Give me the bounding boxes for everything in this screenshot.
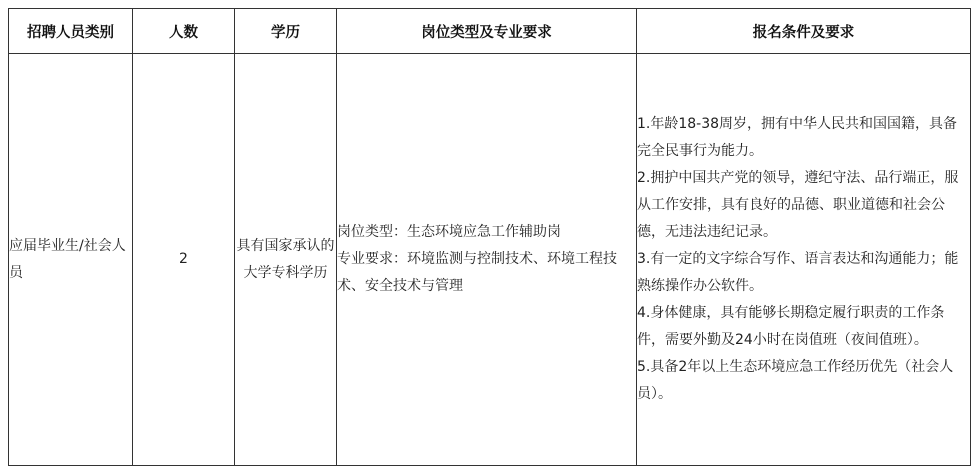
cell-category: 应届毕业生/社会人员 xyxy=(9,54,133,466)
condition-item: 3.有一定的文字综合写作、语言表达和沟通能力；能熟练操作办公软件。 xyxy=(637,251,959,294)
position-type: 岗位类型：生态环境应急工作辅助岗 xyxy=(337,224,561,240)
header-category: 招聘人员类别 xyxy=(9,9,133,54)
cell-count: 2 xyxy=(133,54,235,466)
condition-item: 2.拥护中国共产党的领导，遵纪守法、品行端正，服从工作安排，具有良好的品德、职业道德和社会公德，无违法违纪记录。 xyxy=(637,170,959,240)
header-conditions: 报名条件及要求 xyxy=(637,9,971,54)
header-count: 人数 xyxy=(133,9,235,54)
recruitment-table xyxy=(8,8,971,466)
table-header xyxy=(9,9,971,54)
header-education: 学历 xyxy=(235,9,337,54)
header-position: 岗位类型及专业要求 xyxy=(337,9,637,54)
header-row xyxy=(9,9,971,54)
condition-item: 5.具备2年以上生态环境应急工作经历优先（社会人员）。 xyxy=(637,359,954,402)
cell-position xyxy=(337,54,637,466)
table-body xyxy=(9,54,971,466)
major-requirement: 专业要求：环境监测与控制技术、环境工程技术、安全技术与管理 xyxy=(337,251,617,294)
condition-item: 4.身体健康，具有能够长期稳定履行职责的工作条件，需要外勤及24小时在岗值班（夜间值班）。 xyxy=(637,305,945,348)
cell-education: 具有国家承认的大学专科学历 xyxy=(235,54,337,466)
condition-item: 1.年龄18-38周岁，拥有中华人民共和国国籍，具备完全民事行为能力。 xyxy=(637,116,958,159)
cell-conditions xyxy=(637,54,971,466)
table-row xyxy=(9,54,971,466)
